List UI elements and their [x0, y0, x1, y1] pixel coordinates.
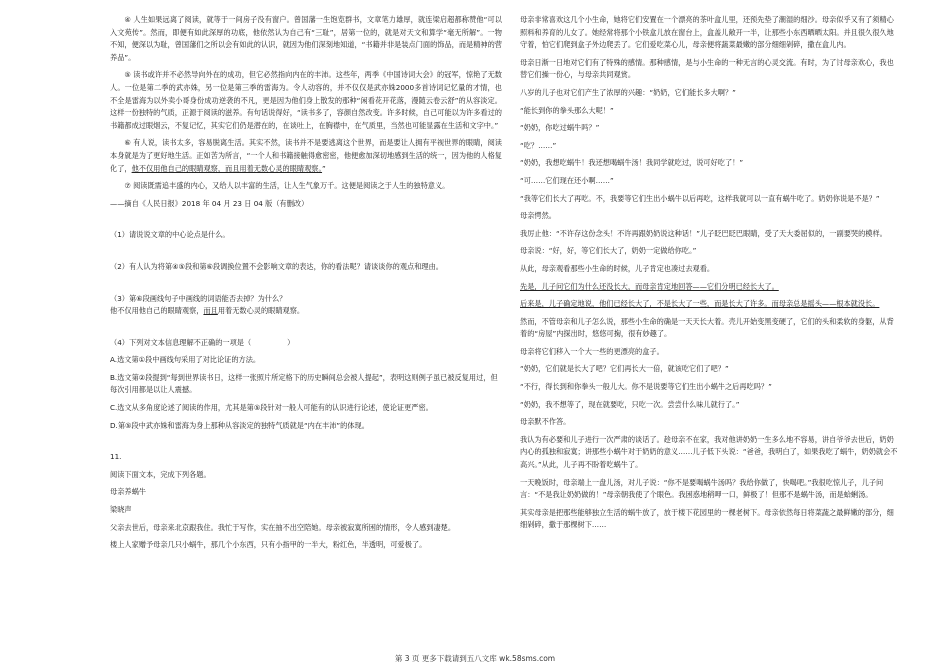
- story-paragraph-r19: “不行，得长到和你拳头一般儿大。你不是说要等它们生出小蜗牛之后再吃吗？”: [520, 382, 772, 392]
- reading-instruction: 阅读下面文本，完成下列各题。: [110, 469, 211, 479]
- underlined-word: 而且: [203, 306, 218, 316]
- paragraph-4: ④ 人生如果远离了阅读，就等于一间房子没有窗户。曾国藩一生饱览群书，文章笔力雄厚，就连梁启超都称赞他“可以入文苑传”。然而，即便有如此深厚的功底，他依然认为自己有“三耻”，居第一位的，就是对天文和算学“毫无所解”。一物不知，便深以为耻，曾国藩们之所以会有如此的认识，就因为他们深刻地知道，“书籍并非是装点门面的饰品，而是精神的营养品”。: [110, 15, 502, 62]
- story-author: 梁晓声: [110, 505, 132, 515]
- question-3-sentence-part2: 用着无数心灵的眼睛观察。: [217, 306, 305, 316]
- story-paragraph-r5: “奶奶，你吃过蜗牛吗？”: [520, 123, 600, 133]
- story-paragraph-r20: “奶奶，我不想等了，现在就要吃，只吃一次。尝尝什么味儿就行了。”: [520, 399, 740, 409]
- underlined-sentence: 他不仅用他自己的眼睛观察，而且用着无数心灵的眼睛观察。: [131, 163, 323, 173]
- story-paragraph-r4: “能长到你的拳头那么大呢！”: [520, 105, 614, 115]
- question-number-11: 11.: [110, 452, 122, 462]
- story-paragraph-r10: 母亲愕然。: [520, 211, 556, 221]
- story-paragraph-r21: 母亲默不作答。: [520, 417, 571, 427]
- question-3: （3）第⑥段画线句子中画线的词语能否去掉？为什么？: [110, 293, 287, 303]
- story-paragraph-r24: 其实母亲是把那些能够独立生活的蜗牛放了，放于楼下花园里的一棵老树下。母亲依然每日将菜蔬之最鲜嫩的部分，细细剁碎，撒于那棵树下……: [520, 507, 894, 530]
- story-paragraph-r3: 八岁的儿子也对它们产生了浓厚的兴趣：“奶奶，它们能长多大啊？”: [520, 87, 736, 97]
- story-paragraph-2: 楼上人家赠予母亲几只小蜗牛，那几个小东西，只有小指甲的一半大，粉红色，半透明，可爱极了。: [110, 540, 427, 550]
- question-4: （4）下列对文本信息理解不正确的一项是（ ）: [110, 337, 295, 347]
- story-paragraph-r16: 然而，不管母亲和儿子怎么说，那些小生命的确是一天天长大着。壳儿开始变黑变硬了，它们的头和柔软的身躯，从背着的“房屋”内探出时，悠悠可掬，很有妙趣了。: [520, 316, 894, 339]
- story-paragraph-r11: 我厉止他：“不许存这份念头！不许再跟奶奶说这种话！”儿子眨巴眨巴眼睛，受了天大委屈似的，一副要哭的模样。: [520, 228, 887, 238]
- underlined-paragraph-r14: 先是，儿子问它们为什么还没长大，而母亲肯定地回答——它们分明已经长大了。: [520, 281, 779, 291]
- paragraph-6-text: ⑥ 有人说，读书太多，容易脱离生活。其实不然，读书并不是要逃离这个世界，而是要让人拥有平视世界的眼睛，阅读本身就是为了更好地生活。正如苦为所言，“一个人和书籍接触得愈密密，他便愈加深切地感到生活的统一，因为他的人格复化了，: [110, 138, 502, 173]
- story-paragraph-r1: 母亲非常喜欢这几个小生命，她将它们安置在一个漂亮的茶叶盒儿里，还预先垫了潮湿的细沙。母亲似乎又有了须精心照料和养育的儿女了。她经常将那个小铁盒儿放在窗台上，盒盖儿敞开一半，让那些小东西晒晒太阳。并且很久很久地守着，怕它们爬到盒子外边爬丢了。它们爱吃菜心儿，母亲便将蔬菜最嫩的部分细细剁碎，撒在盒儿内。: [520, 15, 894, 50]
- story-paragraph-r17: 母亲将它们移入一个大一些的更漂亮的盒子。: [520, 346, 664, 356]
- paragraph-7: ⑦ 阅读既需追丰盛的内心，又给人以丰富的生活，让人生气象万千。这便是阅读之于人生的独特意义。: [124, 181, 450, 191]
- story-paragraph-1: 父亲去世后，母亲来北京跟我住。我忙于写作，实在抽不出空陪她。母亲被寂寞所困的情形，令人感到凄楚。: [110, 522, 456, 532]
- option-b: B.选文第②段提到“每到世界读书日，这样一张照片所定格下的历史瞬间总会被人提起”，表明这则例子虽已被反复用过，但每次引用都是以让人震撼。: [110, 372, 498, 395]
- story-paragraph-r23: 一天晚饭时，母亲端上一盘儿汤，对儿子说：“你不是要喝蜗牛汤吗？我给你做了，快喝吧。”我很吃惊儿子，儿子问言：“不是我让奶奶做的！”母亲朝我使了个眼色。我困惑地稍呷一口，鲜极了！但那不是蜗牛汤，而是蛤蜊汤。: [520, 477, 884, 500]
- story-paragraph-r8: “可……它们现在还小啊……”: [520, 175, 614, 185]
- story-paragraph-r2: 母亲日渐一日地对它们有了特殊的感情。那种感情，是与小生命的一种无言的心灵交流。有时，为了讨母亲欢心，我也替它们操一份心，与母亲共同观赏。: [520, 57, 894, 80]
- story-paragraph-r13: 从此，母亲观看那些小生命的时候，儿子肯定也凑过去观看。: [520, 263, 715, 273]
- right-column: [520, 14, 900, 537]
- story-paragraph-r18: “奶奶，它们就是长大了吧？它们再长大一倍，就该吃它们了吧？”: [520, 364, 729, 374]
- option-d: D.第⑤段中武亦姝和雷海为身上那种从容淡定的独特气质就是“内在丰沛”的体现。: [110, 420, 369, 430]
- story-paragraph-r6: “吃？……”: [520, 140, 557, 150]
- left-column: [110, 14, 502, 557]
- paragraph-6: [110, 137, 502, 175]
- question-2: （2）有人认为将第④⑤段和第⑥段调换位置不会影响文章的表达，你的看法呢？请谈谈你的观点和理由。: [110, 261, 443, 271]
- option-c: C.选文从多角度论述了阅读的作用，尤其是第⑤段针对一般人可能有的认识进行论述，使论证更严密。: [110, 403, 433, 413]
- story-paragraph-r7: “奶奶，我想吃蜗牛！我还想喝蜗牛汤！我同学就吃过，说可好吃了！”: [520, 158, 744, 168]
- question-3-sentence-part1: 他不仅用他自己的眼睛观察，: [110, 306, 204, 316]
- paragraph-6-end: ”: [322, 163, 326, 173]
- underlined-paragraph-r15: 后来是，儿子确定地说，他们已经长大了，不是长大了一些，而是长大了许多。而母亲总是摇头——根本就没长。: [520, 299, 880, 309]
- story-paragraph-r9: “我等它们长大了再吃。不，我要等它们生出小蜗牛以后再吃，这样我就可以一直有蜗牛吃了。奶奶你说是不是？”: [520, 193, 880, 203]
- story-title: 母亲养蜗牛: [110, 487, 146, 497]
- story-paragraph-r12: 母亲说：“好，好，等它们长大了，奶奶一定做给你吃。”: [520, 246, 697, 256]
- story-paragraph-r22: 我认为有必要和儿子进行一次严肃的谈话了。趁母亲不在家，我对他讲奶奶一生多么地不容易，讲自爷爷去世后，奶奶内心的孤独和寂寞；讲那些小蜗牛对于奶奶的意义……儿子低下头说：“爸爸，我明白了，如果我吃了蜗牛，奶奶就会不高兴。”从此，儿子再不盼着吃蜗牛了。: [520, 434, 898, 470]
- source-citation: ——摘自《人民日报》2018 年 04 月 23 日 04 版（有删改）: [110, 198, 309, 208]
- question-3-sentence: [110, 305, 502, 318]
- page-footer: 第 3 页 更多下载请到五八文库 wk.58sms.com: [394, 654, 556, 663]
- question-1: （1）请说说文章的中心论点是什么。: [110, 230, 230, 240]
- paragraph-5: ⑤ 读书或许并不必然导向外在的成功，但它必然指向内在的丰沛。这些年，两季《中国诗词大会》的冠军，惊艳了无数人。一位是第二季的武亦姝，另一位是第三季的雷海为。令人动容的，并不仅仅是武亦姝2000多首诗词记忆量的才情，也不全是雷海为以外卖小哥身份成功逆袭的不凡，更是因为他们身上散发的那种“闲看花开花落，漫随云卷云舒”的从容淡定。这样一份独特的气质，正源于阅读的滋养。有句话说得好，“读书多了，容颜自然改变。许多时候，自己可能以为许多看过的书籍都成过眼烟云，不复记忆，其实它们仍是潜在的，在谈吐上，在胸襟中，在气质里，当然也可能显露在生活和文字中。”: [110, 70, 502, 130]
- option-a: A.选文第①段中画线句采用了对比论证的方法。: [110, 355, 261, 365]
